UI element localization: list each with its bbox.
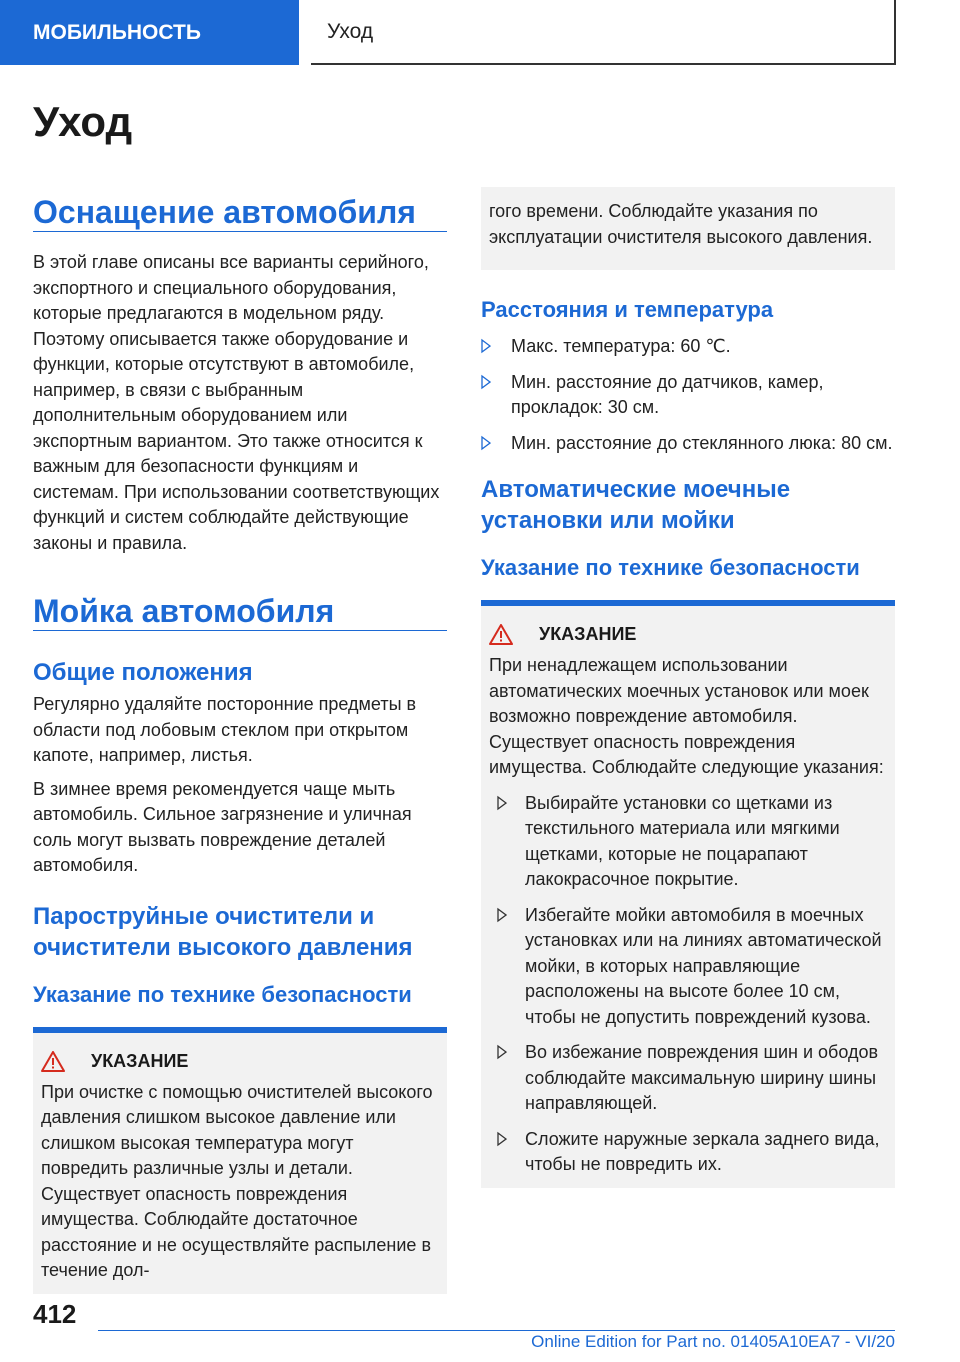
heading-general: Общие положения: [33, 659, 253, 686]
list-item-text: Сложите наружные зеркала заднего вида, чтобы не повредить их.: [525, 1128, 880, 1174]
divider: [33, 231, 447, 232]
heading-auto-wash: Автоматические моечные установки или мойки: [481, 476, 791, 534]
warning-text: При ненадлежащем использовании автоматических моечных установок или моек возможно повреждение автомобиля. Существует опасность повреждения имущества. Соблюдайте следующие указания:: [489, 655, 884, 777]
warning-box: [33, 1027, 447, 1294]
paragraph-general-1: Регулярно удаляйте посторонние предметы в области под лобовым стеклом при открытом капоте, например, листья.: [33, 694, 417, 765]
edition-note: Online Edition for Part no. 01405A10EA7 - VI/20: [531, 1332, 895, 1351]
heading-safety: Указание по технике безопасности: [33, 981, 412, 1007]
warning-header: [489, 624, 887, 645]
breadcrumb-label: Уход: [327, 19, 374, 43]
warning-list: [489, 791, 887, 1178]
paragraph-general-2: В зимнее время рекомендуется чаще мыть автомобиль. Сильное загрязнение и уличная соль могут вызвать повреждение деталей автомобиля.: [33, 778, 412, 875]
list-item: [497, 1040, 887, 1117]
distance-list: [481, 334, 895, 456]
bullet-triangle-icon: [481, 435, 491, 451]
warning-label: УКАЗАНИЕ: [539, 624, 637, 644]
footer-divider: [98, 1330, 895, 1331]
section-tab-label: МОБИЛЬНОСТЬ: [33, 20, 201, 44]
bullet-triangle-icon: [497, 907, 507, 923]
list-item-text: Мин. расстояние до стеклянного люка: 80 см.: [511, 432, 893, 453]
list-item: [481, 334, 895, 360]
warning-box-continued: [481, 187, 895, 270]
right-column: [481, 187, 895, 1188]
warning-label: УКАЗАНИЕ: [91, 1050, 189, 1071]
list-item-text: Избегайте мойки автомобиля в моечных установках или на линиях автоматической мойки, в которых направляющие расположены на высоте более 10 см, чтобы не допустить повреждений кузова.: [525, 904, 882, 1027]
heading-car-wash: Мойка автомобиля: [33, 593, 335, 629]
warning-box: [481, 600, 895, 1188]
warning-header: [41, 1051, 439, 1072]
heading-distances: Расстояния и температура: [481, 297, 774, 322]
heading-safety: Указание по технике безопасности: [481, 555, 860, 580]
bullet-triangle-icon: [497, 1131, 507, 1147]
section-tab: [0, 0, 299, 65]
paragraph-equipment: В этой главе описаны все варианты серийного, экспортного и специального оборудования, которые предлагаются в модельном ряду. Поэтому описывается также оборудование и функции, которые отсутствуют в автомобиле, например, в связи с выбранным дополнительным оборудованием или экспортным вариантом. Это также относится к важным для безопасности функциям и системам. При использовании соответствующих функций и систем соблюдайте действующие законы и правила.: [33, 252, 440, 553]
bullet-triangle-icon: [497, 795, 507, 811]
bullet-triangle-icon: [481, 338, 491, 354]
list-item-text: Во избежание повреждения шин и ободов соблюдайте максимальную ширину шины направляющей.: [525, 1042, 879, 1113]
warning-icon: [41, 1051, 65, 1072]
warning-icon: [489, 624, 513, 645]
list-item-text: Мин. расстояние до датчиков, камер, прокладок: 30 см.: [511, 371, 824, 417]
heading-equipment: Оснащение автомобиля: [33, 194, 416, 230]
warning-text: При очистке с помощью очистителей высокого давления слишком высокое давление или слишком высокая температура могут повредить различные узлы и детали. Существует опасность повреждения имущества. Соблюдайте достаточное расстояние и не осуществляйте распыление в течение дол-: [41, 1081, 433, 1280]
left-column: [33, 193, 447, 1294]
list-item: [497, 1127, 887, 1178]
list-item: [497, 903, 887, 1031]
bullet-triangle-icon: [481, 374, 491, 390]
breadcrumb: [311, 0, 896, 65]
divider: [33, 630, 447, 631]
list-item: [481, 431, 895, 457]
list-item: [481, 370, 895, 421]
warning-text-continued: гого времени. Соблюдайте указания по эксплуатации очистителя высокого давления.: [489, 201, 873, 247]
list-item: [497, 791, 887, 893]
heading-steam-cleaners: Пароструйные очистители и очистители высокого давления: [33, 902, 413, 961]
page-title: Уход: [33, 98, 133, 145]
bullet-triangle-icon: [497, 1044, 507, 1060]
list-item-text: Макс. температура: 60 ℃.: [511, 336, 731, 356]
page-number: 412: [33, 1299, 77, 1329]
list-item-text: Выбирайте установки со щетками из текстильного материала или мягкими щетками, которые не поцарапают лакокрасочное покрытие.: [525, 792, 840, 889]
